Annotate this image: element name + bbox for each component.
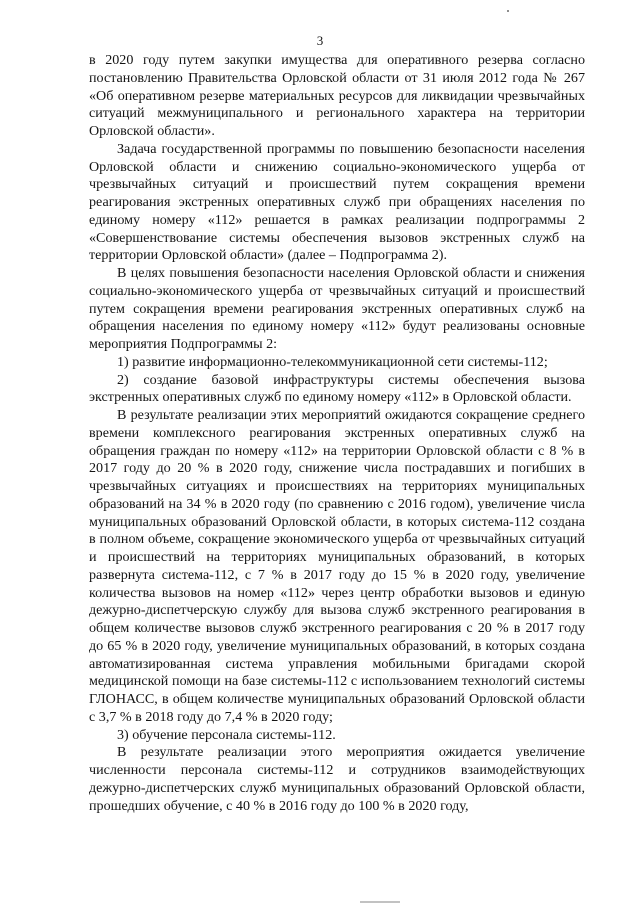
scan-artifact: [360, 901, 400, 903]
paragraph-continuation: в 2020 году путем закупки имущества для оперативного резерва согласно постановлению Правительства Орловской области от 31 июля 2012 года № 267 «Об оперативном резерве материальных ресурсов для ликвидации чрезвычайных ситуаций межмуниципального и регионального характера на территории Орловской области».: [89, 52, 585, 139]
list-item-1: 1) развитие информационно-телекоммуникационной сети системы-112;: [117, 353, 548, 370]
scan-speck: [507, 10, 509, 12]
paragraph-expected-results: В результате реализации этих мероприятий ожидаются сокращение среднего времени комплексного реагирования экстренных оперативных служб на обращения граждан по номеру «112» на территории Орловской области с 8 % в 2017 году до 20 % в 2020 году, снижение числа пострадавших и погибших в чрезвычайных ситуациях и происшествиях на территориях муниципальных образований на 34 % в 2020 году (по сравнению с 2016 годом), увеличение числа муниципальных образований Орловской области, в которых система-112 создана в полном объеме, сокращение экономического ущерба от чрезвычайных ситуаций и происшествий на территориях муниципальных образований, в которых развернута система-112, с 7 % в 2017 году до 15 % в 2020 году, увеличение количества вызовов на номер «112» через центр обработки вызовов и единую дежурно-диспетчерскую службу для вызова служб экстренного реагирования в общем количестве вызовов служб экстренного реагирования с 20 % в 2017 году до 65 % в 2020 году, увеличение муниципальных образований, в которых создана автоматизированная система управления мобильными бригадами скорой медицинской помощи на базе системы-112 с использованием технологий системы ГЛОНАСС, в общем количестве муниципальных образований Орловской области с 3,7 % в 2018 году до 7,4 % в 2020 году;: [89, 407, 585, 725]
document-body: [89, 52, 585, 815]
paragraph-program-task: Задача государственной программы по повышению безопасности населения Орловской области и снижению социально-экономического ущерба от чрезвычайных ситуаций и происшествий путем сокращения времени реагирования экстренных оперативных служб при обращениях населения по единому номеру «112» решается в рамках реализации подпрограммы 2 «Совершенствование системы обеспечения вызовов экстренных служб на территории Орловской области» (далее – Подпрограмма 2).: [89, 140, 585, 264]
paragraph-training-results: В результате реализации этого мероприятия ожидается увеличение численности персонала системы-112 и сотрудников взаимодействующих дежурно-диспетчерских служб муниципальных образований Орловской области, прошедших обучение, с 40 % в 2016 году до 100 % в 2020 году,: [89, 744, 585, 814]
paragraph-main-activities: В целях повышения безопасности населения Орловской области и снижения социально-экономического ущерба от чрезвычайных ситуаций и происшествий путем сокращения времени реагирования экстренных оперативных служб на обращения населения по единому номеру «112» будут реализованы основные мероприятия Подпрограммы 2:: [89, 265, 585, 352]
list-item-2: 2) создание базовой инфраструктуры системы обеспечения вызова экстренных оперативных служб по единому номеру «112» в Орловской области.: [89, 371, 585, 406]
list-item-3: 3) обучение персонала системы-112.: [117, 726, 336, 743]
page-number: 3: [316, 33, 324, 48]
